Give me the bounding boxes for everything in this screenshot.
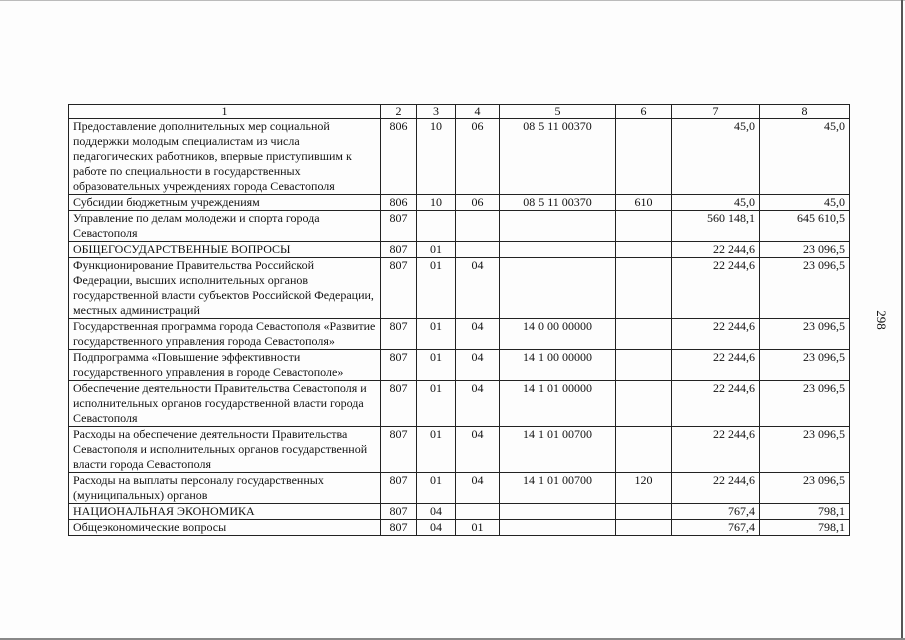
amount-col7-cell: 22 244,6 [672, 427, 760, 473]
subsection-code-cell: 06 [456, 195, 500, 211]
header-cell: 5 [500, 105, 616, 119]
header-cell: 8 [760, 105, 850, 119]
ministry-code-cell: 807 [381, 427, 417, 473]
budget-table [68, 104, 850, 536]
expense-name-cell: Предоставление дополнительных мер социальной поддержки молодым специалистам из числа педагогических работников, впервые приступившим к работе по специальности в государственных образовательных учреждениях города Севастополя [69, 119, 381, 195]
target-article-cell [500, 242, 616, 258]
header-cell: 2 [381, 105, 417, 119]
amount-col8-cell: 645 610,5 [760, 211, 850, 242]
scan-edge-right [901, 0, 903, 640]
scan-edge-top [0, 0, 905, 1]
page-number: 298 [874, 310, 889, 330]
section-code-cell: 01 [417, 381, 456, 427]
subsection-code-cell [456, 504, 500, 520]
expense-name-cell: Расходы на выплаты персоналу государственных (муниципальных) органов [69, 473, 381, 504]
subsection-code-cell: 01 [456, 520, 500, 536]
subsection-code-cell: 06 [456, 119, 500, 195]
section-code-cell: 10 [417, 119, 456, 195]
table-body [69, 105, 850, 536]
section-code-cell [417, 211, 456, 242]
target-article-cell: 14 1 01 00000 [500, 381, 616, 427]
table-row [69, 119, 850, 195]
section-code-cell: 10 [417, 195, 456, 211]
subsection-code-cell [456, 242, 500, 258]
amount-col7-cell: 22 244,6 [672, 258, 760, 319]
ministry-code-cell: 807 [381, 350, 417, 381]
table-row [69, 504, 850, 520]
expense-name-cell: Управление по делам молодежи и спорта города Севастополя [69, 211, 381, 242]
header-cell: 4 [456, 105, 500, 119]
subsection-code-cell: 04 [456, 258, 500, 319]
section-code-cell: 04 [417, 520, 456, 536]
amount-col7-cell: 22 244,6 [672, 350, 760, 381]
amount-col8-cell: 798,1 [760, 504, 850, 520]
table-row [69, 381, 850, 427]
expense-type-cell [616, 258, 672, 319]
section-code-cell: 04 [417, 504, 456, 520]
amount-col7-cell: 45,0 [672, 119, 760, 195]
expense-name-cell: Функционирование Правительства Российской Федерации, высших исполнительных органов государственной власти субъектов Российской Федерации, местных администраций [69, 258, 381, 319]
amount-col7-cell: 767,4 [672, 520, 760, 536]
table-row [69, 520, 850, 536]
expense-name-cell: Общеэкономические вопросы [69, 520, 381, 536]
amount-col8-cell: 23 096,5 [760, 242, 850, 258]
table-row [69, 350, 850, 381]
table-row [69, 242, 850, 258]
table-row [69, 319, 850, 350]
subsection-code-cell: 04 [456, 350, 500, 381]
expense-name-cell: Государственная программа города Севастополя «Развитие государственного управления города Севастополя» [69, 319, 381, 350]
table-row [69, 427, 850, 473]
amount-col8-cell: 23 096,5 [760, 381, 850, 427]
target-article-cell [500, 258, 616, 319]
section-code-cell: 01 [417, 319, 456, 350]
amount-col7-cell: 45,0 [672, 195, 760, 211]
ministry-code-cell: 807 [381, 242, 417, 258]
expense-name-cell: Субсидии бюджетным учреждениям [69, 195, 381, 211]
amount-col7-cell: 22 244,6 [672, 473, 760, 504]
expense-type-cell [616, 504, 672, 520]
ministry-code-cell: 806 [381, 195, 417, 211]
target-article-cell: 08 5 11 00370 [500, 195, 616, 211]
amount-col8-cell: 45,0 [760, 195, 850, 211]
subsection-code-cell: 04 [456, 427, 500, 473]
amount-col8-cell: 798,1 [760, 520, 850, 536]
section-code-cell: 01 [417, 242, 456, 258]
amount-col7-cell: 22 244,6 [672, 319, 760, 350]
header-cell: 1 [69, 105, 381, 119]
target-article-cell: 08 5 11 00370 [500, 119, 616, 195]
amount-col7-cell: 767,4 [672, 504, 760, 520]
subsection-code-cell: 04 [456, 319, 500, 350]
expense-name-cell: Обеспечение деятельности Правительства Севастополя и исполнительных органов государственной власти города Севастополя [69, 381, 381, 427]
ministry-code-cell: 807 [381, 211, 417, 242]
expense-type-cell: 610 [616, 195, 672, 211]
table-row [69, 473, 850, 504]
ministry-code-cell: 807 [381, 381, 417, 427]
table-row [69, 211, 850, 242]
amount-col7-cell: 560 148,1 [672, 211, 760, 242]
ministry-code-cell: 807 [381, 504, 417, 520]
header-cell: 6 [616, 105, 672, 119]
expense-name-cell: Подпрограмма «Повышение эффективности государственного управления в городе Севастополе» [69, 350, 381, 381]
table-row [69, 195, 850, 211]
target-article-cell [500, 504, 616, 520]
section-code-cell: 01 [417, 427, 456, 473]
section-code-cell: 01 [417, 258, 456, 319]
ministry-code-cell: 807 [381, 258, 417, 319]
header-cell: 3 [417, 105, 456, 119]
section-code-cell: 01 [417, 350, 456, 381]
target-article-cell [500, 211, 616, 242]
expense-name-cell: НАЦИОНАЛЬНАЯ ЭКОНОМИКА [69, 504, 381, 520]
subsection-code-cell [456, 211, 500, 242]
target-article-cell: 14 1 01 00700 [500, 427, 616, 473]
expense-type-cell [616, 211, 672, 242]
amount-col8-cell: 23 096,5 [760, 473, 850, 504]
expense-type-cell [616, 520, 672, 536]
subsection-code-cell: 04 [456, 381, 500, 427]
amount-col8-cell: 23 096,5 [760, 319, 850, 350]
amount-col8-cell: 23 096,5 [760, 427, 850, 473]
ministry-code-cell: 807 [381, 473, 417, 504]
target-article-cell: 14 0 00 00000 [500, 319, 616, 350]
table-header-row [69, 105, 850, 119]
amount-col8-cell: 23 096,5 [760, 258, 850, 319]
header-cell: 7 [672, 105, 760, 119]
table-row [69, 258, 850, 319]
amount-col8-cell: 45,0 [760, 119, 850, 195]
amount-col7-cell: 22 244,6 [672, 242, 760, 258]
expense-type-cell [616, 242, 672, 258]
ministry-code-cell: 807 [381, 520, 417, 536]
expense-name-cell: Расходы на обеспечение деятельности Правительства Севастополя и исполнительных органов государственной власти города Севастополя [69, 427, 381, 473]
target-article-cell: 14 1 01 00700 [500, 473, 616, 504]
subsection-code-cell: 04 [456, 473, 500, 504]
section-code-cell: 01 [417, 473, 456, 504]
expense-type-cell [616, 427, 672, 473]
target-article-cell [500, 520, 616, 536]
expense-type-cell [616, 319, 672, 350]
expense-type-cell: 120 [616, 473, 672, 504]
expense-type-cell [616, 119, 672, 195]
expense-type-cell [616, 350, 672, 381]
ministry-code-cell: 806 [381, 119, 417, 195]
amount-col7-cell: 22 244,6 [672, 381, 760, 427]
expense-type-cell [616, 381, 672, 427]
target-article-cell: 14 1 00 00000 [500, 350, 616, 381]
expense-name-cell: ОБЩЕГОСУДАРСТВЕННЫЕ ВОПРОСЫ [69, 242, 381, 258]
ministry-code-cell: 807 [381, 319, 417, 350]
amount-col8-cell: 23 096,5 [760, 350, 850, 381]
